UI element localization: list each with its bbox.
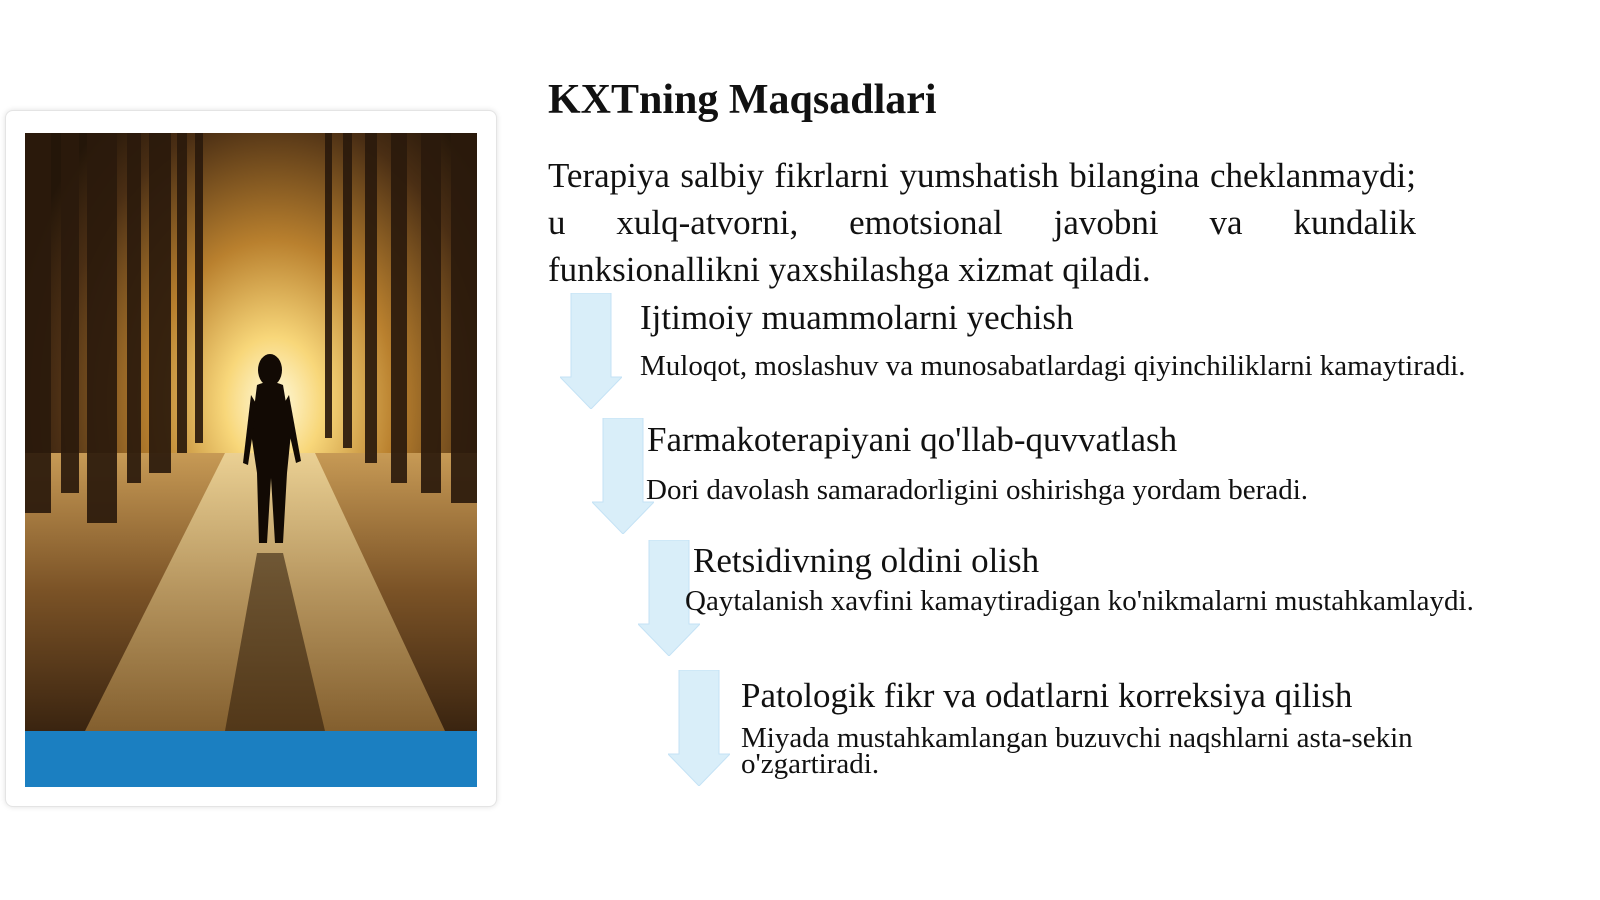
photo-caption-bar xyxy=(25,731,477,787)
goal-description: Miyada mustahkamlangan buzuvchi naqshlarni asta-sekin o'zgartiradi. xyxy=(741,722,1413,780)
goal-title: Patologik fikr va odatlarni korreksiya qilish xyxy=(741,676,1353,715)
goal-title: Farmakoterapiyani qo'llab-quvvatlash xyxy=(647,420,1178,459)
goal-title: Retsidivning oldini olish xyxy=(693,541,1040,580)
goal-description: Dori davolash samaradorligini oshirishga yordam beradi. xyxy=(646,474,1309,506)
down-arrow-icon xyxy=(592,418,654,534)
down-arrow-icon xyxy=(668,670,730,786)
forest-path-photo xyxy=(25,133,477,731)
goal-description: Qaytalanish xavfini kamaytiradigan ko'nikmalarni mustahkamlaydi. xyxy=(685,585,1474,617)
slide-title: KXTning Maqsadlari xyxy=(548,77,937,123)
intro-paragraph: Terapiya salbiy fikrlarni yumshatish bilangina cheklanmaydi; u xulq-atvorni, emotsional javobni va kundalik funksionallikni yaxshilashga xizmat qiladi. xyxy=(548,156,1416,289)
goal-title: Ijtimoiy muammolarni yechish xyxy=(640,298,1074,337)
goal-description: Muloqot, moslashuv va munosabatlardagi qiyinchiliklarni kamaytiradi. xyxy=(640,350,1466,382)
photo-card xyxy=(5,110,497,807)
down-arrow-icon xyxy=(560,293,622,409)
